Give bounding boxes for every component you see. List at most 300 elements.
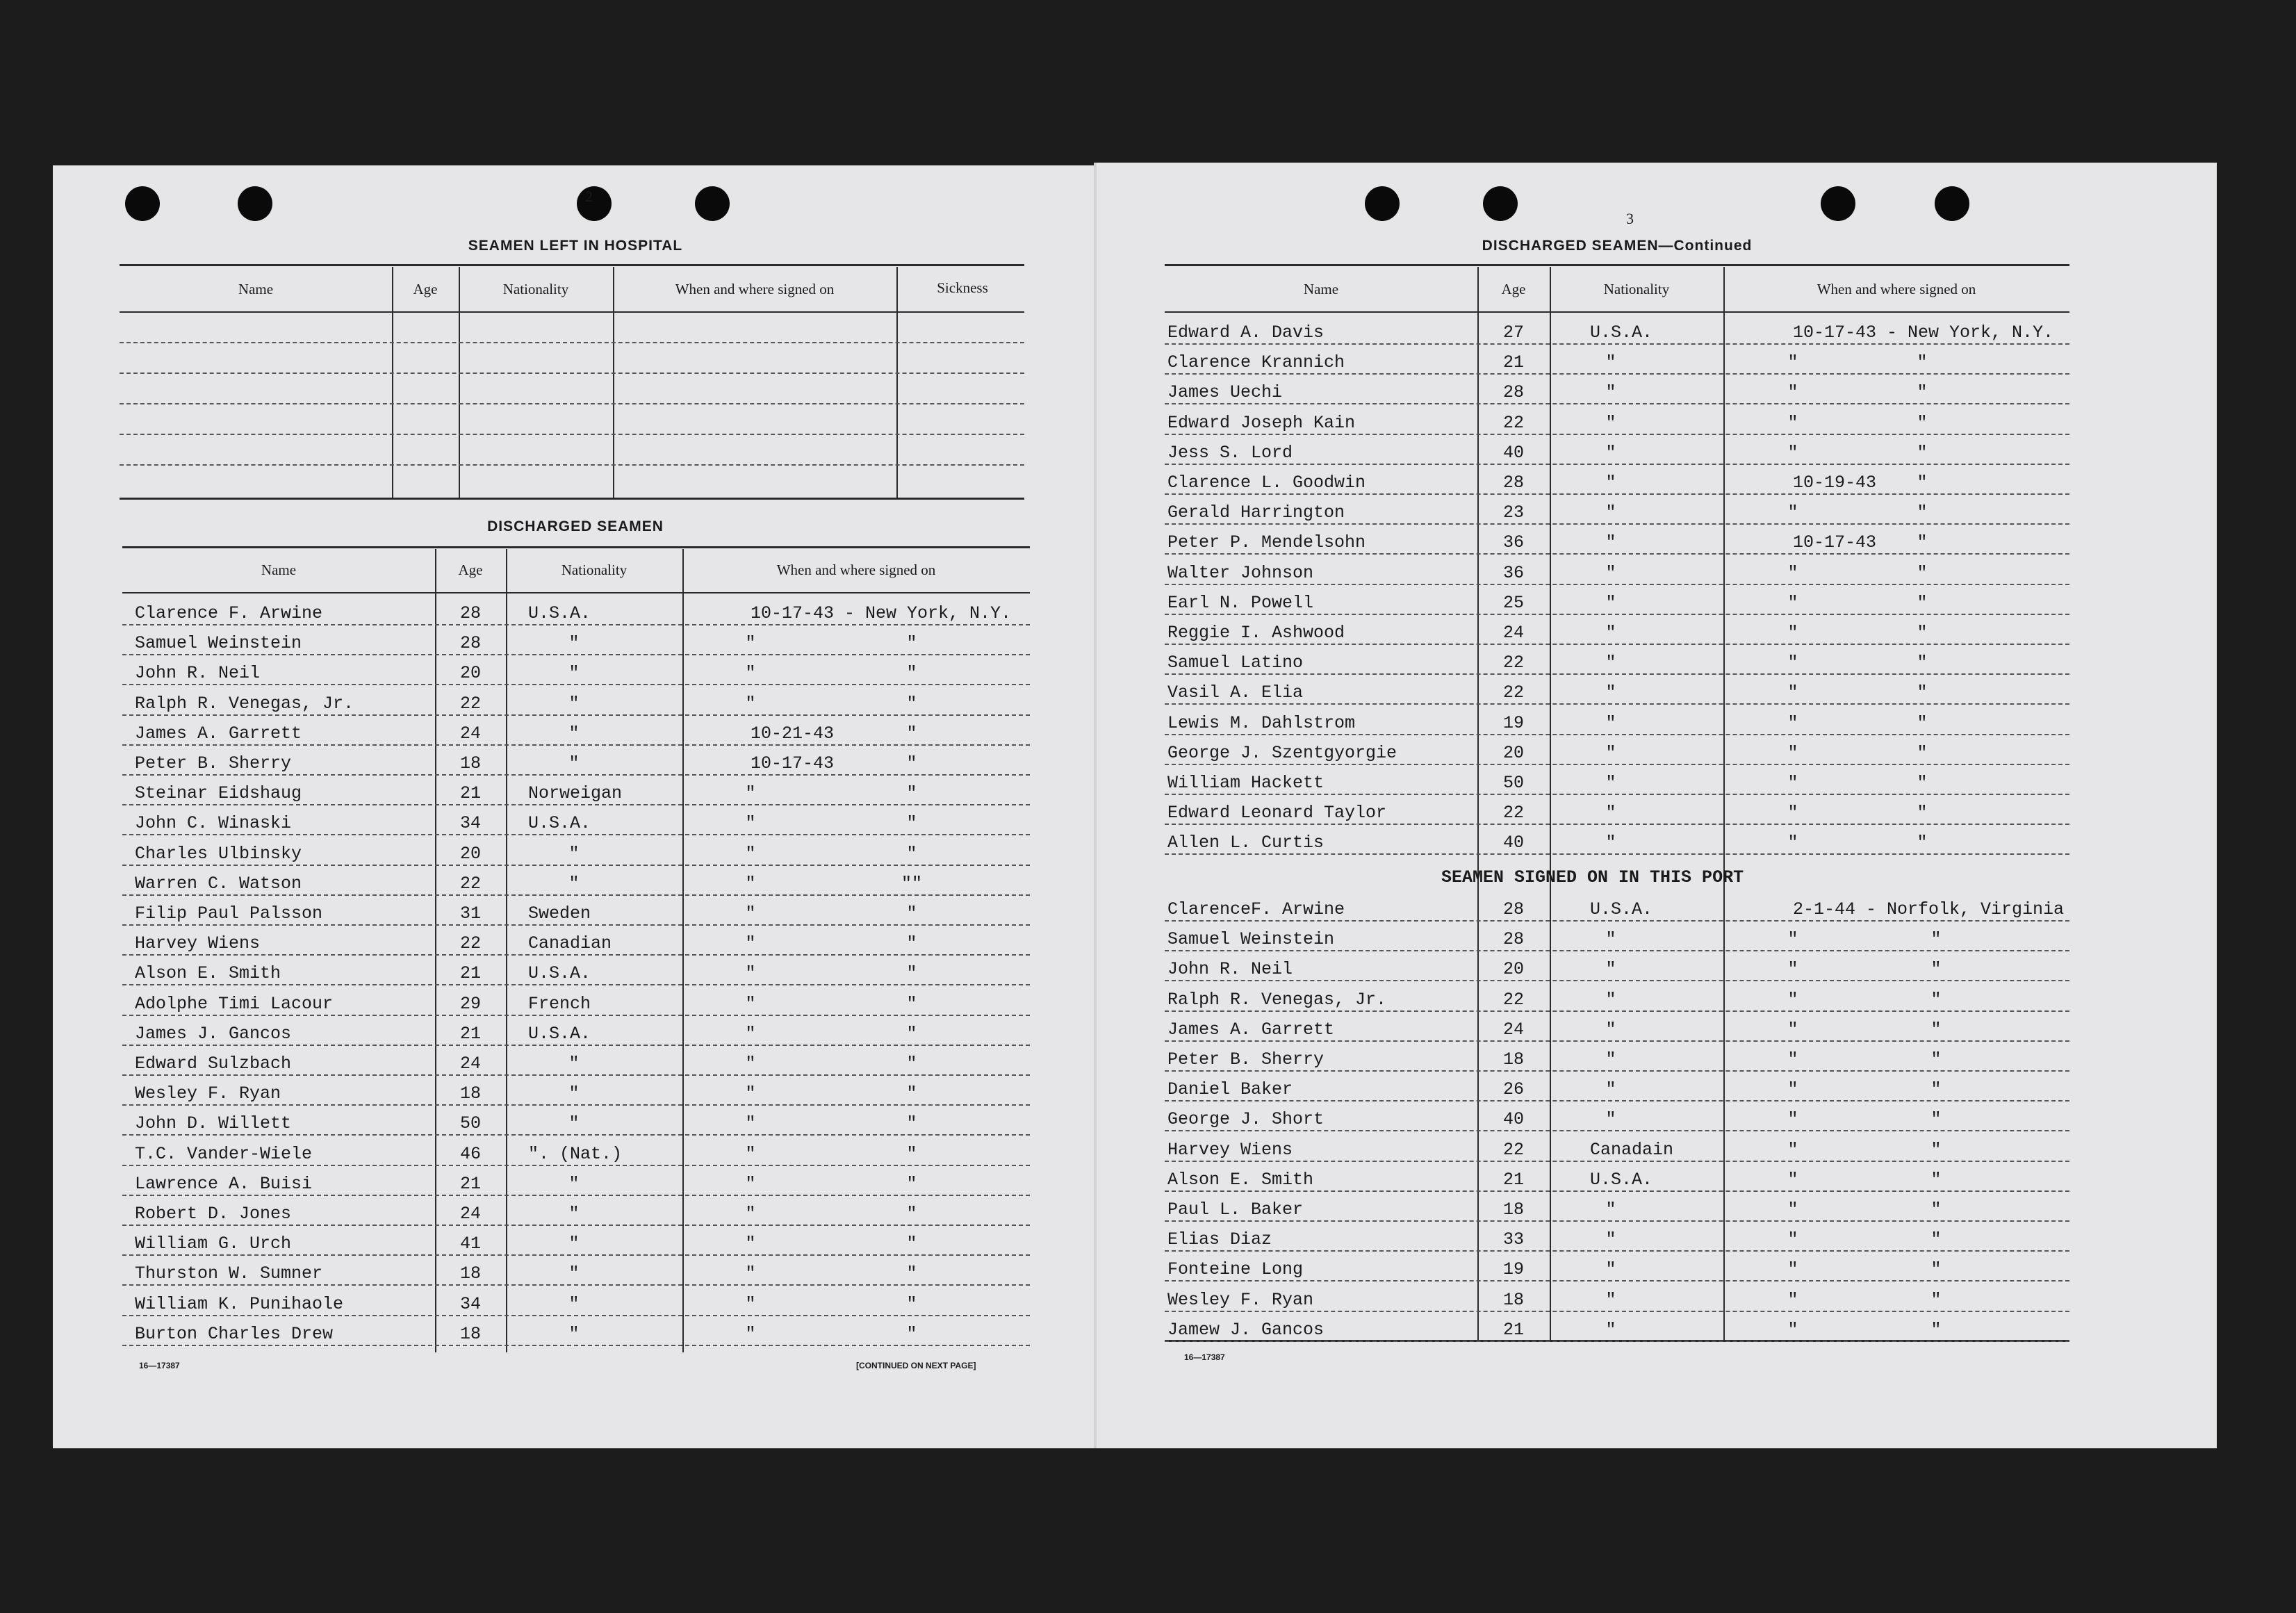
seaman-age: 22 xyxy=(1502,653,1525,673)
seaman-age: 18 xyxy=(459,1083,482,1104)
seaman-name: Jamew J. Gancos xyxy=(1167,1319,1325,1340)
seaman-name: Walter Johnson xyxy=(1167,562,1314,583)
signed-on-date: " xyxy=(1787,352,1798,373)
signed-on-date: 10-17-43 - New York, N.Y. xyxy=(751,603,1012,623)
seaman-nationality: " xyxy=(568,1204,580,1224)
signed-on-place: " xyxy=(1930,1169,1942,1190)
signed-on-place: " xyxy=(906,1323,917,1344)
seaman-name: James A. Garrett xyxy=(1167,1019,1335,1040)
seaman-name: John R. Neil xyxy=(1167,959,1293,980)
signed-on-place: " xyxy=(906,843,917,864)
signed-on-date: " xyxy=(1787,803,1798,824)
form-number: 16—17387 xyxy=(139,1361,180,1370)
seaman-name: Wesley F. Ryan xyxy=(135,1083,281,1104)
seaman-name: Lewis M. Dahlstrom xyxy=(1167,712,1356,733)
hospital-col-age: Age xyxy=(413,281,438,297)
seaman-nationality: " xyxy=(1605,1049,1616,1070)
seaman-nationality: Canadain xyxy=(1590,1139,1674,1160)
seaman-name: John C. Winaski xyxy=(135,813,292,834)
signed-on-place: " xyxy=(1917,592,1928,613)
seaman-name: Ralph R. Venegas, Jr. xyxy=(1167,989,1387,1010)
signed-on-date: " xyxy=(1787,502,1798,523)
signed-on-date: " xyxy=(1787,1259,1798,1280)
signed-on-place: " xyxy=(1917,833,1928,853)
seaman-nationality: " xyxy=(1605,833,1616,853)
signed-on-date: " xyxy=(745,843,756,864)
signed-on-place: " xyxy=(1930,1109,1942,1130)
seaman-nationality: " xyxy=(1605,1079,1616,1100)
seaman-age: 22 xyxy=(1502,1139,1525,1160)
signed-on-place: " xyxy=(1917,352,1928,373)
seaman-age: 18 xyxy=(1502,1289,1525,1310)
signed-on-place: " xyxy=(1917,682,1928,703)
seaman-age: 20 xyxy=(459,843,482,864)
seaman-name: William Hackett xyxy=(1167,773,1325,793)
punch-hole xyxy=(125,186,160,221)
seaman-name: Thurston W. Sumner xyxy=(135,1263,323,1284)
seaman-age: 21 xyxy=(459,1023,482,1044)
seaman-nationality: " xyxy=(1605,959,1616,980)
signed-on-date: " xyxy=(745,963,756,984)
seaman-nationality: " xyxy=(1605,502,1616,523)
signed-on-place: " xyxy=(1917,712,1928,733)
seaman-nationality: U.S.A. xyxy=(528,603,591,623)
seaman-name: Paul L. Baker xyxy=(1167,1199,1304,1220)
seaman-name: William G. Urch xyxy=(135,1234,292,1254)
seaman-nationality: " xyxy=(568,1113,580,1134)
seaman-nationality: " xyxy=(1605,1289,1616,1310)
seaman-name: Edward Sulzbach xyxy=(135,1054,292,1074)
signed-on-date: " xyxy=(745,873,756,894)
seaman-name: Elias Diaz xyxy=(1167,1229,1272,1250)
discharged-section-title: DISCHARGED SEAMEN xyxy=(487,518,664,534)
signed-on-place: " xyxy=(1930,1079,1942,1100)
seaman-nationality: U.S.A. xyxy=(528,813,591,834)
seaman-name: Gerald Harrington xyxy=(1167,502,1345,523)
signed-on-place: " xyxy=(1930,1049,1942,1070)
signed-on-date: " xyxy=(1787,1289,1798,1310)
signed-on-date: " xyxy=(1787,442,1798,463)
signed-on-date: " xyxy=(1787,1229,1798,1250)
signed-on-date: " xyxy=(1787,682,1798,703)
signed-on-date: " xyxy=(1787,562,1798,583)
signed-on-date: " xyxy=(1787,1319,1798,1340)
signed-on-place: " xyxy=(906,723,917,744)
signed-on-place: " xyxy=(1930,1289,1942,1310)
seaman-nationality: " xyxy=(1605,1019,1616,1040)
seaman-age: 21 xyxy=(459,963,482,984)
seaman-name: Edward Leonard Taylor xyxy=(1167,803,1387,824)
seaman-nationality: French xyxy=(528,993,591,1014)
seaman-nationality: " xyxy=(1605,712,1616,733)
signed-on-place: " xyxy=(1930,929,1942,950)
seaman-name: Peter B. Sherry xyxy=(135,753,292,773)
col-age: Age xyxy=(458,562,483,578)
seaman-name: Charles Ulbinsky xyxy=(135,843,302,864)
signed-on-place: " xyxy=(906,1234,917,1254)
signed-on-place: " xyxy=(906,1083,917,1104)
seaman-nationality: " xyxy=(568,693,580,714)
seaman-age: 21 xyxy=(459,1173,482,1194)
signed-on-date: " xyxy=(745,1054,756,1074)
seaman-nationality: " xyxy=(1605,929,1616,950)
seaman-age: 25 xyxy=(1502,592,1525,613)
seaman-age: 22 xyxy=(1502,989,1525,1010)
seaman-name: Steinar Eidshaug xyxy=(135,783,302,804)
seaman-age: 28 xyxy=(1502,382,1525,403)
seaman-nationality: " xyxy=(1605,653,1616,673)
seaman-nationality: " xyxy=(568,1083,580,1104)
seaman-age: 50 xyxy=(459,1113,482,1134)
signed-on-date: " xyxy=(1787,1079,1798,1100)
signed-on-date: 2-1-44 - Norfolk, Virginia xyxy=(1793,899,2065,919)
seaman-name: Lawrence A. Buisi xyxy=(135,1173,313,1194)
seaman-name: Edward A. Davis xyxy=(1167,322,1325,343)
form-number: 16—17387 xyxy=(1184,1352,1225,1362)
seaman-name: Allen L. Curtis xyxy=(1167,833,1325,853)
seaman-age: 18 xyxy=(459,1323,482,1344)
signed-on-date: " xyxy=(745,1113,756,1134)
seaman-nationality: " xyxy=(1605,382,1616,403)
signed-on-place: " xyxy=(906,1204,917,1224)
signed-on-date: 10-17-43 xyxy=(1793,532,1877,553)
seaman-nationality: ". (Nat.) xyxy=(528,1143,623,1164)
seaman-nationality: U.S.A. xyxy=(528,1023,591,1044)
seaman-age: 36 xyxy=(1502,532,1525,553)
seaman-nationality: " xyxy=(1605,352,1616,373)
signed-on-date: " xyxy=(745,1173,756,1194)
signed-on-place: " xyxy=(1930,1139,1942,1160)
punch-hole xyxy=(1821,186,1855,221)
seaman-age: 29 xyxy=(459,993,482,1014)
signed-on-date: " xyxy=(1787,929,1798,950)
seaman-name: Reggie I. Ashwood xyxy=(1167,623,1345,643)
seaman-age: 24 xyxy=(459,1054,482,1074)
seaman-age: 27 xyxy=(1502,322,1525,343)
signed-on-date: " xyxy=(745,1323,756,1344)
signed-on-date: " xyxy=(1787,833,1798,853)
signed-on-place: "" xyxy=(901,873,923,894)
signed-on-date: " xyxy=(1787,1049,1798,1070)
seaman-nationality: " xyxy=(568,1323,580,1344)
signed-on-date: 10-17-43 xyxy=(751,753,835,773)
signed-on-date: " xyxy=(745,813,756,834)
seaman-age: 24 xyxy=(1502,1019,1525,1040)
seaman-name: Fonteine Long xyxy=(1167,1259,1304,1280)
seaman-name: Clarence L. Goodwin xyxy=(1167,473,1366,493)
seaman-nationality: " xyxy=(1605,989,1616,1010)
seaman-name: Warren C. Watson xyxy=(135,873,302,894)
signed-on-place: " xyxy=(1930,1019,1942,1040)
seaman-age: 36 xyxy=(1502,562,1525,583)
signed-on-date: " xyxy=(745,663,756,684)
signed-on-place: " xyxy=(1917,473,1928,493)
seaman-age: 23 xyxy=(1502,502,1525,523)
seaman-nationality: U.S.A. xyxy=(1590,899,1653,919)
signed-on-date: " xyxy=(745,1023,756,1044)
seaman-nationality: " xyxy=(1605,442,1616,463)
signed-on-place: " xyxy=(1917,773,1928,793)
seaman-age: 19 xyxy=(1502,1259,1525,1280)
signed-on-date: 10-21-43 xyxy=(751,723,835,744)
seaman-age: 33 xyxy=(1502,1229,1525,1250)
signed-on-date: " xyxy=(1787,773,1798,793)
signed-on-date: " xyxy=(1787,592,1798,613)
seaman-name: Vasil A. Elia xyxy=(1167,682,1304,703)
signed-on-place: " xyxy=(1930,1229,1942,1250)
seaman-name: George J. Short xyxy=(1167,1109,1325,1130)
signed-on-place: " xyxy=(1917,653,1928,673)
signed-on-place: " xyxy=(906,963,917,984)
seaman-name: Alson E. Smith xyxy=(1167,1169,1314,1190)
seaman-nationality: " xyxy=(1605,473,1616,493)
seaman-nationality: " xyxy=(1605,1109,1616,1130)
signed-on-place: " xyxy=(1930,1259,1942,1280)
signed-on-place: " xyxy=(1917,382,1928,403)
signed-on-place: " xyxy=(906,933,917,954)
seaman-nationality: Canadian xyxy=(528,933,612,954)
seaman-name: Samuel Weinstein xyxy=(135,633,302,654)
discharged-continued-title: DISCHARGED SEAMEN—Continued xyxy=(1482,238,1753,254)
continued-note: [CONTINUED ON NEXT PAGE] xyxy=(856,1361,976,1370)
seaman-nationality: " xyxy=(1605,532,1616,553)
seaman-age: 22 xyxy=(1502,803,1525,824)
seaman-age: 22 xyxy=(459,873,482,894)
signed-on-place: " xyxy=(1917,502,1928,523)
seaman-age: 21 xyxy=(1502,352,1525,373)
col-signed-on: When and where signed on xyxy=(1817,281,1976,297)
seaman-nationality: " xyxy=(568,873,580,894)
signed-on-date: " xyxy=(745,993,756,1014)
seaman-name: George J. Szentgyorgie xyxy=(1167,742,1397,763)
seaman-name: Harvey Wiens xyxy=(135,933,261,954)
punch-hole xyxy=(577,186,612,221)
signed-on-date: " xyxy=(1787,382,1798,403)
seaman-name: William K. Punihaole xyxy=(135,1293,344,1314)
seaman-name: Edward Joseph Kain xyxy=(1167,412,1356,433)
seaman-age: 50 xyxy=(1502,773,1525,793)
seaman-nationality: " xyxy=(568,753,580,773)
seaman-nationality: " xyxy=(1605,1199,1616,1220)
seaman-age: 31 xyxy=(459,903,482,924)
signed-on-section-title: SEAMEN SIGNED ON IN THIS PORT xyxy=(1441,867,1744,887)
seaman-name: James A. Garrett xyxy=(135,723,302,744)
seaman-name: Burton Charles Drew xyxy=(135,1323,334,1344)
seaman-age: 18 xyxy=(1502,1049,1525,1070)
signed-on-date: 10-19-43 xyxy=(1793,473,1877,493)
seaman-age: 21 xyxy=(1502,1319,1525,1340)
punch-hole xyxy=(1483,186,1518,221)
signed-on-date: " xyxy=(745,1083,756,1104)
punch-hole xyxy=(238,186,272,221)
signed-on-place: " xyxy=(906,1113,917,1134)
signed-on-date: " xyxy=(745,1293,756,1314)
seaman-age: 24 xyxy=(459,723,482,744)
seaman-name: Alson E. Smith xyxy=(135,963,281,984)
hospital-col-nationality: Nationality xyxy=(502,281,569,297)
col-age: Age xyxy=(1501,281,1526,297)
signed-on-place: " xyxy=(906,1023,917,1044)
signed-on-date: " xyxy=(1787,653,1798,673)
seaman-nationality: U.S.A. xyxy=(1590,1169,1653,1190)
col-name: Name xyxy=(1303,281,1339,297)
hospital-section-title: SEAMEN LEFT IN HOSPITAL xyxy=(468,238,683,254)
seaman-age: 24 xyxy=(459,1204,482,1224)
seaman-name: Filip Paul Palsson xyxy=(135,903,323,924)
seaman-name: John D. Willett xyxy=(135,1113,292,1134)
seaman-nationality: " xyxy=(568,843,580,864)
seaman-name: Daniel Baker xyxy=(1167,1079,1293,1100)
signed-on-place: " xyxy=(906,1263,917,1284)
signed-on-place: " xyxy=(906,783,917,804)
seaman-age: 22 xyxy=(459,933,482,954)
col-name: Name xyxy=(261,562,297,578)
seaman-age: 41 xyxy=(459,1234,482,1254)
punch-hole xyxy=(695,186,730,221)
seaman-age: 28 xyxy=(459,603,482,623)
seaman-age: 28 xyxy=(459,633,482,654)
seaman-nationality: " xyxy=(568,633,580,654)
seaman-age: 20 xyxy=(1502,742,1525,763)
signed-on-date: " xyxy=(745,633,756,654)
signed-on-place: " xyxy=(906,993,917,1014)
seaman-name: Ralph R. Venegas, Jr. xyxy=(135,693,354,714)
seaman-age: 28 xyxy=(1502,473,1525,493)
seaman-nationality: " xyxy=(1605,592,1616,613)
seaman-nationality: " xyxy=(568,1263,580,1284)
signed-on-date: " xyxy=(1787,1109,1798,1130)
hospital-col-sickness: Sickness xyxy=(937,279,988,296)
seaman-age: 22 xyxy=(459,693,482,714)
seaman-age: 20 xyxy=(1502,959,1525,980)
seaman-nationality: " xyxy=(1605,682,1616,703)
seaman-age: 34 xyxy=(459,813,482,834)
signed-on-date: " xyxy=(745,1143,756,1164)
signed-on-place: " xyxy=(906,1143,917,1164)
seaman-name: Harvey Wiens xyxy=(1167,1139,1293,1160)
seaman-name: John R. Neil xyxy=(135,663,261,684)
seaman-age: 40 xyxy=(1502,1109,1525,1130)
seaman-nationality: " xyxy=(1605,412,1616,433)
seaman-age: 21 xyxy=(1502,1169,1525,1190)
seaman-name: James Uechi xyxy=(1167,382,1283,403)
page-number: 3 xyxy=(1626,210,1634,227)
signed-on-place: " xyxy=(1917,562,1928,583)
seaman-name: Peter P. Mendelsohn xyxy=(1167,532,1366,553)
signed-on-place: " xyxy=(1917,532,1928,553)
seaman-name: James J. Gancos xyxy=(135,1023,292,1044)
seaman-name: Wesley F. Ryan xyxy=(1167,1289,1314,1310)
signed-on-place: " xyxy=(906,753,917,773)
page-gutter xyxy=(1094,163,1097,1448)
seaman-age: 40 xyxy=(1502,833,1525,853)
signed-on-date: " xyxy=(1787,989,1798,1010)
signed-on-place: " xyxy=(906,903,917,924)
signed-on-place: " xyxy=(1930,1199,1942,1220)
signed-on-date: " xyxy=(1787,1019,1798,1040)
seaman-age: 19 xyxy=(1502,712,1525,733)
col-nationality: Nationality xyxy=(1603,281,1670,297)
signed-on-date: " xyxy=(1787,959,1798,980)
seaman-age: 40 xyxy=(1502,442,1525,463)
page-number: 2 xyxy=(585,188,593,205)
seaman-nationality: Norweigan xyxy=(528,783,623,804)
seaman-nationality: " xyxy=(1605,1229,1616,1250)
signed-on-place: " xyxy=(1930,1319,1942,1340)
seaman-name: Jess S. Lord xyxy=(1167,442,1293,463)
signed-on-place: " xyxy=(1917,412,1928,433)
seaman-nationality: " xyxy=(568,663,580,684)
seaman-name: Samuel Weinstein xyxy=(1167,929,1335,950)
signed-on-place: " xyxy=(906,633,917,654)
punch-hole xyxy=(1365,186,1400,221)
seaman-nationality: Sweden xyxy=(528,903,591,924)
seaman-nationality: " xyxy=(568,1234,580,1254)
seaman-age: 18 xyxy=(459,1263,482,1284)
seaman-name: Earl N. Powell xyxy=(1167,592,1314,613)
col-nationality: Nationality xyxy=(561,562,628,578)
seaman-age: 28 xyxy=(1502,899,1525,919)
signed-on-date: " xyxy=(1787,1169,1798,1190)
seaman-name: Robert D. Jones xyxy=(135,1204,292,1224)
signed-on-place: " xyxy=(906,1293,917,1314)
seaman-age: 18 xyxy=(459,753,482,773)
seaman-nationality: " xyxy=(568,723,580,744)
seaman-name: Peter B. Sherry xyxy=(1167,1049,1325,1070)
signed-on-place: " xyxy=(1917,442,1928,463)
punch-hole xyxy=(1935,186,1969,221)
signed-on-date: " xyxy=(1787,1139,1798,1160)
signed-on-date: " xyxy=(745,1263,756,1284)
seaman-nationality: " xyxy=(568,1173,580,1194)
signed-on-date: 10-17-43 - New York, N.Y. xyxy=(1793,322,2054,343)
signed-on-date: " xyxy=(1787,412,1798,433)
signed-on-date: " xyxy=(1787,1199,1798,1220)
signed-on-place: " xyxy=(1930,989,1942,1010)
seaman-name: Adolphe Timi Lacour xyxy=(135,993,334,1014)
seaman-name: Clarence Krannich xyxy=(1167,352,1345,373)
col-signed-on: When and where signed on xyxy=(776,562,936,578)
seaman-age: 22 xyxy=(1502,412,1525,433)
seaman-age: 46 xyxy=(459,1143,482,1164)
signed-on-date: " xyxy=(1787,742,1798,763)
hospital-col-name: Name xyxy=(238,281,274,297)
seaman-nationality: " xyxy=(1605,1319,1616,1340)
signed-on-place: " xyxy=(1917,742,1928,763)
seaman-nationality: U.S.A. xyxy=(1590,322,1653,343)
signed-on-place: " xyxy=(906,1173,917,1194)
seaman-nationality: " xyxy=(568,1054,580,1074)
seaman-nationality: " xyxy=(1605,803,1616,824)
signed-on-date: " xyxy=(745,933,756,954)
signed-on-date: " xyxy=(745,1234,756,1254)
seaman-age: 34 xyxy=(459,1293,482,1314)
signed-on-place: " xyxy=(1917,623,1928,643)
signed-on-place: " xyxy=(906,663,917,684)
signed-on-place: " xyxy=(906,1054,917,1074)
seaman-nationality: " xyxy=(1605,1259,1616,1280)
seaman-name: Samuel Latino xyxy=(1167,653,1304,673)
seaman-nationality: " xyxy=(1605,742,1616,763)
seaman-age: 18 xyxy=(1502,1199,1525,1220)
seaman-age: 22 xyxy=(1502,682,1525,703)
seaman-nationality: " xyxy=(1605,623,1616,643)
seaman-nationality: U.S.A. xyxy=(528,963,591,984)
signed-on-place: " xyxy=(1930,959,1942,980)
seaman-age: 21 xyxy=(459,783,482,804)
hospital-col-signed-on: When and where signed on xyxy=(675,281,835,297)
signed-on-date: " xyxy=(745,1204,756,1224)
